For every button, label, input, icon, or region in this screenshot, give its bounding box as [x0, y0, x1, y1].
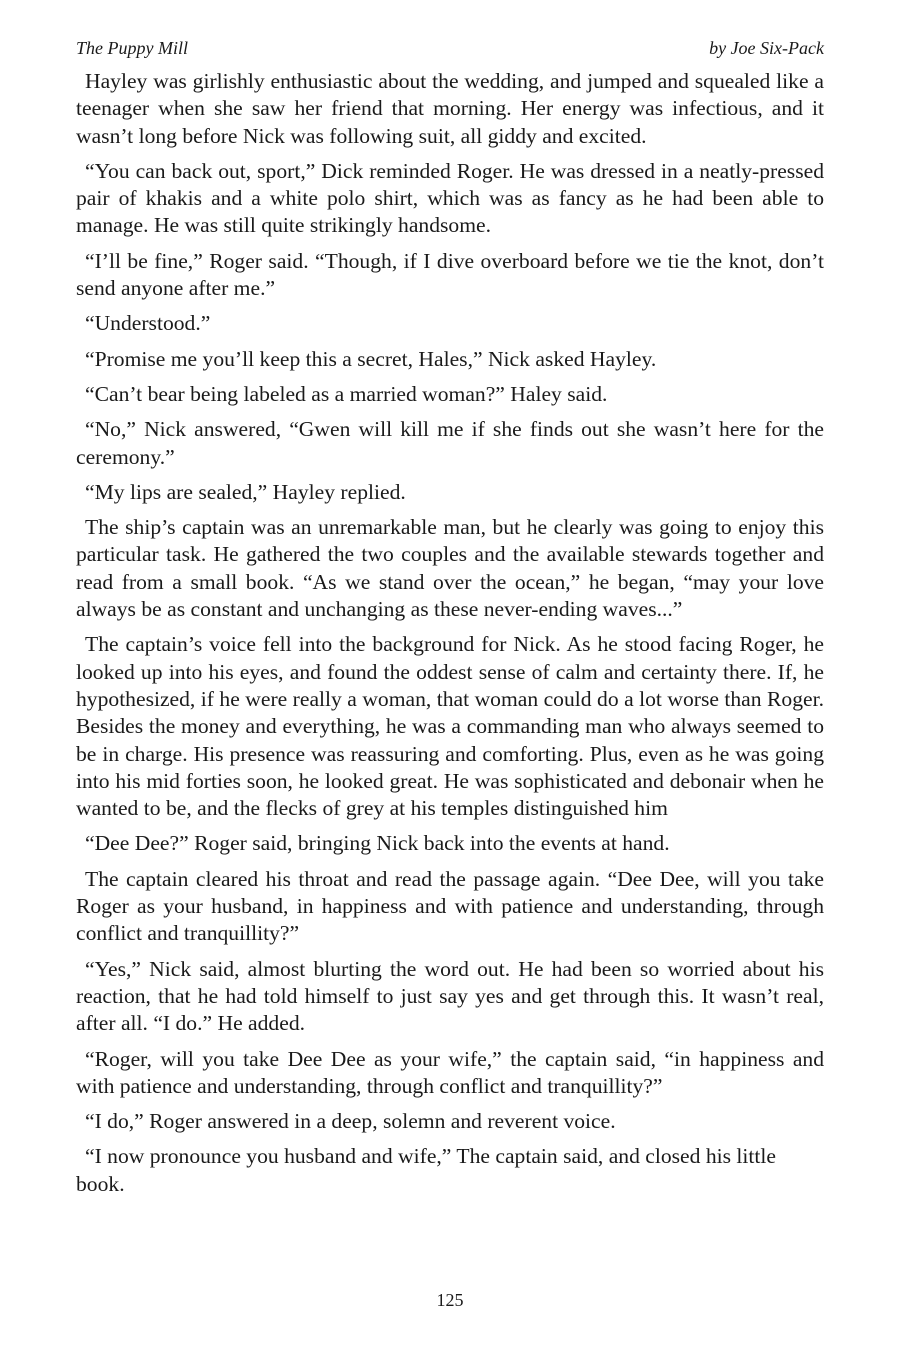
paragraph: “Roger, will you take Dee Dee as your wife,” the captain said, “in happiness and with patience and understanding, through conflict and tranquillity?” — [76, 1046, 824, 1098]
paragraph: “Can’t bear being labeled as a married woman?” Haley said. — [85, 381, 608, 406]
paragraph: “Dee Dee?” Roger said, bringing Nick back into the events at hand. — [85, 831, 670, 856]
paragraph: “Promise me you’ll keep this a secret, Hales,” Nick asked Hayley. — [85, 346, 657, 371]
paragraph: The ship’s captain was an unremarkable man, but he clearly was going to enjoy this particular task. He gathered the two couples and the available stewards together and read from a small book. “As we stand over the ocean,” he began, “may your love always be as constant and unchanging as these never-ending waves...” — [76, 515, 824, 622]
paragraph: The captain cleared his throat and read the passage again. “Dee Dee, will you take Roger as your husband, in happiness and with patience and understanding, through conflict and tranquillity?” — [76, 866, 824, 946]
page-number: 125 — [436, 1290, 464, 1310]
paragraph: “I do,” Roger answered in a deep, solemn and reverent voice. — [85, 1109, 616, 1134]
paragraph: “Understood.” — [85, 311, 211, 336]
paragraph: “I now pronounce you husband and wife,” The captain said, and closed his little book. — [76, 1144, 777, 1196]
paragraph: “Yes,” Nick said, almost blurting the word out. He had been so worried about his reaction, that he had told himself to just say yes and get through this. It wasn’t real, after all. “I do.” He added. — [76, 956, 824, 1036]
header-author: by Joe Six-Pack — [709, 38, 824, 58]
paragraph: Hayley was girlishly enthusiastic about the wedding, and jumped and squealed like a teenager when she saw her friend that morning. Her energy was infectious, and it wasn’t long before Nick was following suit, all giddy and excited. — [76, 69, 824, 148]
paragraph: “I’ll be fine,” Roger said. “Though, if I dive overboard before we tie the knot, don’t send anyone after me.” — [76, 248, 824, 301]
paragraph: “My lips are sealed,” Hayley replied. — [85, 479, 406, 504]
header-book-title: The Puppy Mill — [76, 38, 188, 58]
paragraph: “No,” Nick answered, “Gwen will kill me if she finds out she wasn’t here for the ceremony.” — [76, 417, 824, 469]
paragraph: “You can back out, sport,” Dick reminded Roger. He was dressed in a neatly-pressed pair of khakis and a white polo shirt, which was as fancy as he had been able to manage. He was still quite strikingly handsome. — [76, 158, 824, 238]
paragraph: The captain’s voice fell into the background for Nick. As he stood facing Roger, he looked up into his eyes, and found the oddest sense of calm and certainty there. If, he hypothesized, if he were really a woman, that woman could do a lot worse than Roger. Besides the money and everything, he was a commanding man who always seemed to be in charge. His presence was reassuring and comforting. Plus, even as he was going into his mid forties soon, he looked great. He was sophisticated and debonair when he wanted to be, and the flecks of grey at his temples distinguished him — [76, 632, 824, 821]
body-text — [76, 68, 824, 1206]
